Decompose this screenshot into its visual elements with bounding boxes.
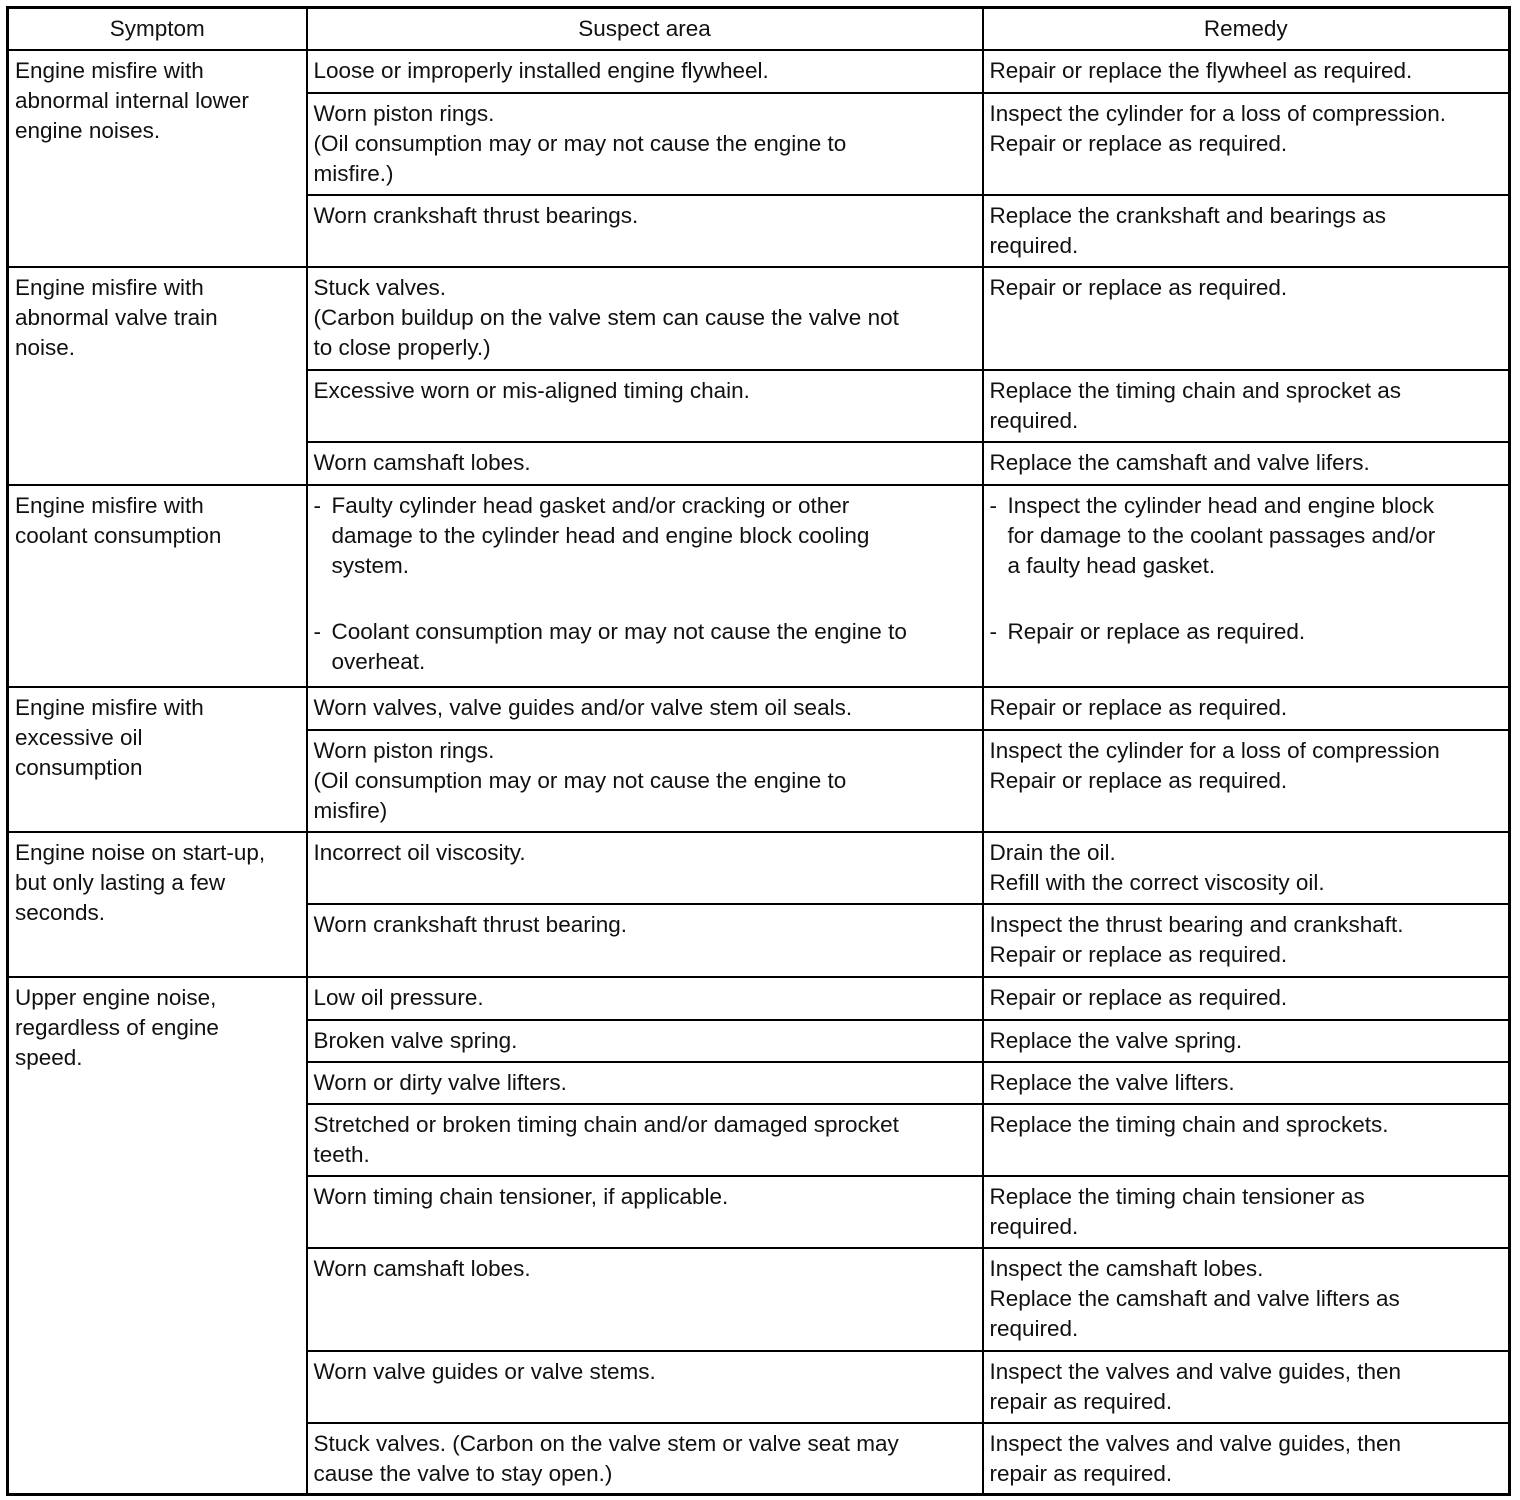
troubleshooting-table [6, 6, 1511, 1496]
suspect-line: Coolant consumption may or may not cause the engine to [331, 618, 907, 644]
header-remedy: Remedy [983, 8, 1510, 50]
remedy-dash-item [990, 491, 1503, 581]
remedy-cell [983, 1351, 1510, 1423]
table-row [8, 267, 1510, 370]
remedy-line: Repair or replace as required. [1007, 618, 1306, 644]
symptom-line: Engine misfire with [15, 492, 204, 518]
remedy-line: repair as required. [989, 1460, 1173, 1486]
remedy-cell [983, 687, 1510, 730]
remedy-line: Inspect the cylinder for a loss of compression. [989, 100, 1446, 126]
suspect-line: Worn camshaft lobes. [313, 1255, 531, 1281]
symptom-line: regardless of engine [15, 1014, 219, 1040]
symptom-line: engine noises. [15, 117, 161, 143]
symptom-line: abnormal valve train [15, 304, 218, 330]
symptom-cell [8, 50, 307, 267]
suspect-line: Stretched or broken timing chain and/or damaged sprocket [313, 1111, 899, 1137]
suspect-line: cause the valve to stay open.) [313, 1460, 613, 1486]
remedy-line: Repair or replace as required. [989, 767, 1288, 793]
remedy-line: required. [989, 232, 1079, 258]
symptom-cell [8, 687, 307, 832]
symptom-line: abnormal internal lower [15, 87, 249, 113]
remedy-cell [983, 195, 1510, 267]
remedy-cell [983, 1176, 1510, 1248]
remedy-cell [983, 1423, 1510, 1495]
symptom-line: Engine misfire with [15, 274, 204, 300]
suspect-line: (Oil consumption may or may not cause the engine to [313, 130, 847, 156]
suspect-line: teeth. [313, 1141, 370, 1167]
suspect-line: (Carbon buildup on the valve stem can cause the valve not [313, 304, 899, 330]
remedy-line: Repair or replace as required. [989, 984, 1288, 1010]
symptom-line: speed. [15, 1044, 83, 1070]
suspect-line: misfire.) [313, 160, 394, 186]
suspect-cell [307, 370, 983, 442]
dash-bullet: - [313, 492, 321, 518]
suspect-line: Worn or dirty valve lifters. [313, 1069, 567, 1095]
remedy-cell [983, 1104, 1510, 1176]
table-row [8, 485, 1510, 687]
suspect-cell [307, 485, 983, 687]
suspect-cell [307, 832, 983, 904]
remedy-line: Inspect the cylinder head and engine block [1007, 492, 1435, 518]
suspect-line: Faulty cylinder head gasket and/or cracking or other [331, 492, 850, 518]
symptom-cell [8, 977, 307, 1495]
remedy-line: Inspect the camshaft lobes. [989, 1255, 1264, 1281]
remedy-cell [983, 977, 1510, 1020]
remedy-cell [983, 904, 1510, 977]
suspect-line: Worn timing chain tensioner, if applicable. [313, 1183, 729, 1209]
remedy-cell [983, 267, 1510, 370]
header-symptom: Symptom [8, 8, 307, 50]
suspect-line: Stuck valves. (Carbon on the valve stem or valve seat may [313, 1430, 899, 1456]
symptom-line: noise. [15, 334, 76, 360]
symptom-cell [8, 832, 307, 977]
dash-bullet: - [313, 618, 321, 644]
suspect-line: Worn camshaft lobes. [313, 449, 531, 475]
suspect-cell [307, 1351, 983, 1423]
remedy-cell [983, 730, 1510, 832]
remedy-line: Repair or replace as required. [989, 274, 1288, 300]
suspect-cell [307, 977, 983, 1020]
symptom-line: seconds. [15, 899, 106, 925]
remedy-line: required. [989, 1315, 1079, 1341]
suspect-line: Worn crankshaft thrust bearings. [313, 202, 639, 228]
table-row [8, 977, 1510, 1020]
suspect-line: Low oil pressure. [313, 984, 484, 1010]
suspect-line: Incorrect oil viscosity. [313, 839, 526, 865]
remedy-line: Inspect the thrust bearing and crankshaft. [989, 911, 1404, 937]
suspect-line: Stuck valves. [313, 274, 447, 300]
suspect-line: Worn piston rings. [313, 100, 495, 126]
remedy-line: Replace the timing chain and sprockets. [989, 1111, 1389, 1137]
remedy-cell [983, 442, 1510, 485]
suspect-line: misfire) [313, 797, 388, 823]
suspect-cell [307, 93, 983, 195]
remedy-cell [983, 485, 1510, 687]
suspect-line: overheat. [331, 648, 426, 674]
remedy-line: Refill with the correct viscosity oil. [989, 869, 1325, 895]
header-suspect-area: Suspect area [307, 8, 983, 50]
suspect-dash-item [314, 491, 976, 581]
suspect-cell [307, 195, 983, 267]
remedy-line: Repair or replace as required. [989, 941, 1288, 967]
suspect-cell [307, 687, 983, 730]
suspect-line: Worn crankshaft thrust bearing. [313, 911, 627, 937]
suspect-cell [307, 50, 983, 93]
remedy-line: Replace the timing chain and sprocket as [989, 377, 1401, 403]
remedy-line: Inspect the cylinder for a loss of compression [989, 737, 1440, 763]
remedy-line: Replace the timing chain tensioner as [989, 1183, 1365, 1209]
dash-bullet: - [989, 492, 997, 518]
suspect-line: to close properly.) [313, 334, 491, 360]
symptom-cell [8, 267, 307, 485]
suspect-line: Worn piston rings. [313, 737, 495, 763]
remedy-line: Inspect the valves and valve guides, then [989, 1358, 1402, 1384]
suspect-line: system. [331, 552, 410, 578]
table-row [8, 832, 1510, 904]
remedy-line: Replace the crankshaft and bearings as [989, 202, 1386, 228]
suspect-cell [307, 442, 983, 485]
remedy-cell [983, 1020, 1510, 1062]
dash-bullet: - [989, 618, 997, 644]
suspect-cell [307, 1248, 983, 1351]
remedy-cell [983, 93, 1510, 195]
remedy-line: Repair or replace as required. [989, 130, 1288, 156]
suspect-cell [307, 1104, 983, 1176]
symptom-line: coolant consumption [15, 522, 222, 548]
remedy-line: Replace the valve spring. [989, 1027, 1243, 1053]
remedy-line: a faulty head gasket. [1007, 552, 1216, 578]
suspect-cell [307, 267, 983, 370]
table-row [8, 50, 1510, 93]
suspect-dash-item [314, 617, 976, 677]
remedy-line: for damage to the coolant passages and/or [1007, 522, 1436, 548]
symptom-line: but only lasting a few [15, 869, 226, 895]
suspect-line: damage to the cylinder head and engine block cooling [331, 522, 870, 548]
suspect-cell [307, 730, 983, 832]
suspect-line: Worn valves, valve guides and/or valve stem oil seals. [313, 694, 853, 720]
suspect-line: (Oil consumption may or may not cause the engine to [313, 767, 847, 793]
remedy-line: required. [989, 407, 1079, 433]
suspect-line: Worn valve guides or valve stems. [313, 1358, 656, 1384]
suspect-line: Broken valve spring. [313, 1027, 518, 1053]
symptom-line: Engine noise on start-up, [15, 839, 266, 865]
table-row [8, 687, 1510, 730]
remedy-line: Drain the oil. [989, 839, 1116, 865]
remedy-line: required. [989, 1213, 1079, 1239]
suspect-cell [307, 1020, 983, 1062]
suspect-cell [307, 1062, 983, 1104]
remedy-cell [983, 50, 1510, 93]
suspect-cell [307, 1176, 983, 1248]
remedy-line: Replace the camshaft and valve lifters as [989, 1285, 1400, 1311]
suspect-cell [307, 1423, 983, 1495]
remedy-cell [983, 1248, 1510, 1351]
remedy-line: Replace the camshaft and valve lifers. [989, 449, 1370, 475]
remedy-line: Inspect the valves and valve guides, then [989, 1430, 1402, 1456]
remedy-line: repair as required. [989, 1388, 1173, 1414]
header-row [8, 8, 1510, 50]
remedy-dash-item [990, 617, 1503, 647]
remedy-line: Repair or replace the flywheel as required. [989, 57, 1413, 83]
remedy-line: Repair or replace as required. [989, 694, 1288, 720]
symptom-line: consumption [15, 754, 143, 780]
symptom-line: Upper engine noise, [15, 984, 217, 1010]
remedy-line: Replace the valve lifters. [989, 1069, 1235, 1095]
remedy-cell [983, 1062, 1510, 1104]
remedy-cell [983, 370, 1510, 442]
suspect-line: Loose or improperly installed engine flywheel. [313, 57, 769, 83]
symptom-line: Engine misfire with [15, 57, 204, 83]
suspect-cell [307, 904, 983, 977]
remedy-cell [983, 832, 1510, 904]
suspect-line: Excessive worn or mis-aligned timing chain. [313, 377, 750, 403]
symptom-line: excessive oil [15, 724, 143, 750]
symptom-line: Engine misfire with [15, 694, 204, 720]
symptom-cell [8, 485, 307, 687]
